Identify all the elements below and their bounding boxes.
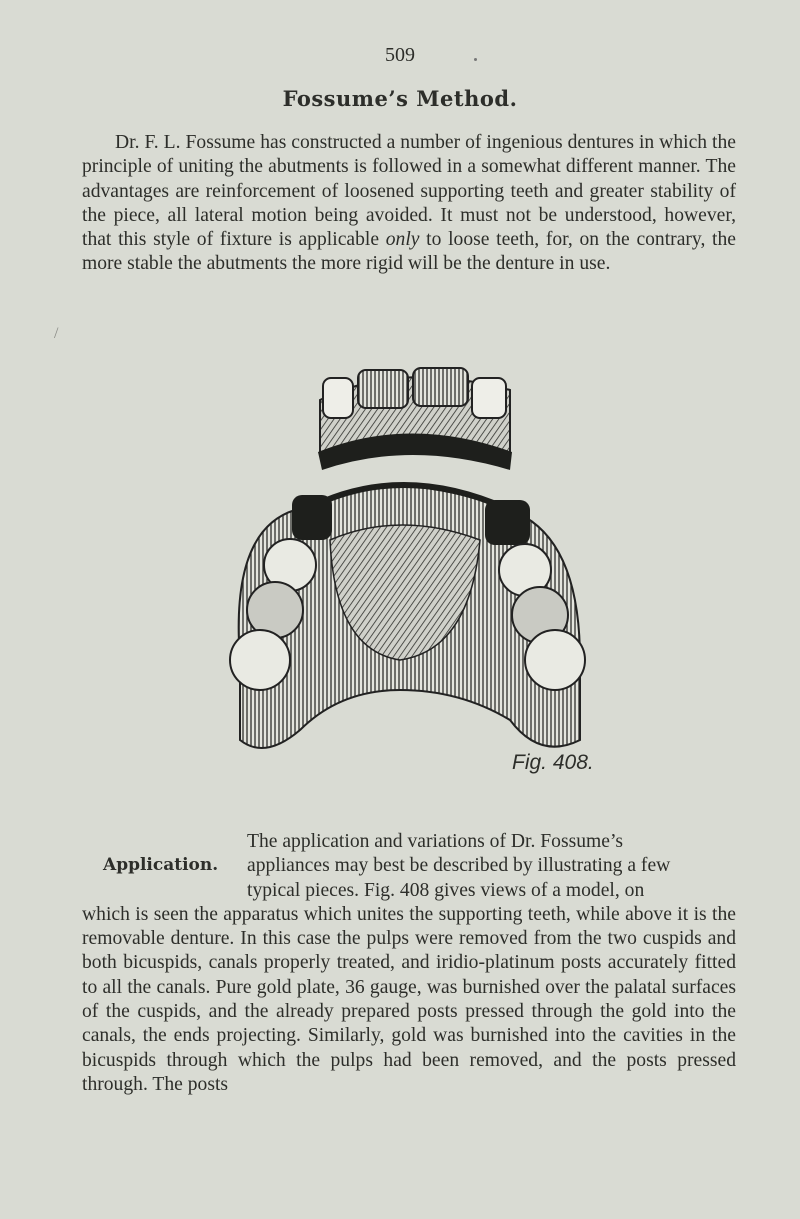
paragraph-application-line-2: appliances may best be described by illustrating a few <box>247 855 671 877</box>
dental-model <box>230 485 585 748</box>
section-heading: Fossume’s Method. <box>282 86 518 111</box>
emphasis-only: only <box>385 229 420 251</box>
paragraph-application-line-1: The application and variations of Dr. Fossume’s <box>247 831 624 852</box>
page-number: 509 <box>385 44 415 66</box>
dental-model-illustration <box>210 360 595 780</box>
paragraph-intro <box>82 131 736 277</box>
side-label-application: Application. <box>103 855 219 875</box>
paragraph-intro-part1: Dr. F. L. Fossume has constructed a number of ingenious dentures in which the principle of uniting the abutments is followed in a somewhat different manner. The advantages are reinforcement of loosened supporting teeth and greater stability of the piece, all lateral motion being avoided. It must not be understood, however, that this style of fixture is applicable <box>82 132 736 251</box>
removable-denture <box>318 368 512 470</box>
figure-caption: Fig. 408. <box>512 751 594 774</box>
paragraph-intro-text <box>82 131 736 277</box>
figure-dental-model <box>210 360 595 780</box>
paragraph-application-body: which is seen the apparatus which unites the supporting teeth, while above it is the removable denture. In this case the pulps were removed from the two cuspids and both bicuspids, canals properly treated, and iridio-platinum posts accurately fitted to all the canals. Pure gold plate, 36 gauge, was burnished over the palatal surfaces of the cuspids, and the already prepared posts pressed through the gold into the canals, the ends projecting. Similarly, gold was burnished into the cavities in the bicuspids through which the pulps had been removed, and the posts pressed through. The posts <box>82 903 736 1095</box>
paragraph-intro-part2: to loose teeth, for, on the contrary, the more stable the abutments the more rigid will be the denture in use. <box>82 229 736 275</box>
paragraph-application-line-3: typical pieces. Fig. 408 gives views of a model, on <box>247 879 645 901</box>
stray-mark: / <box>54 325 59 342</box>
paragraph-application <box>82 830 736 1097</box>
